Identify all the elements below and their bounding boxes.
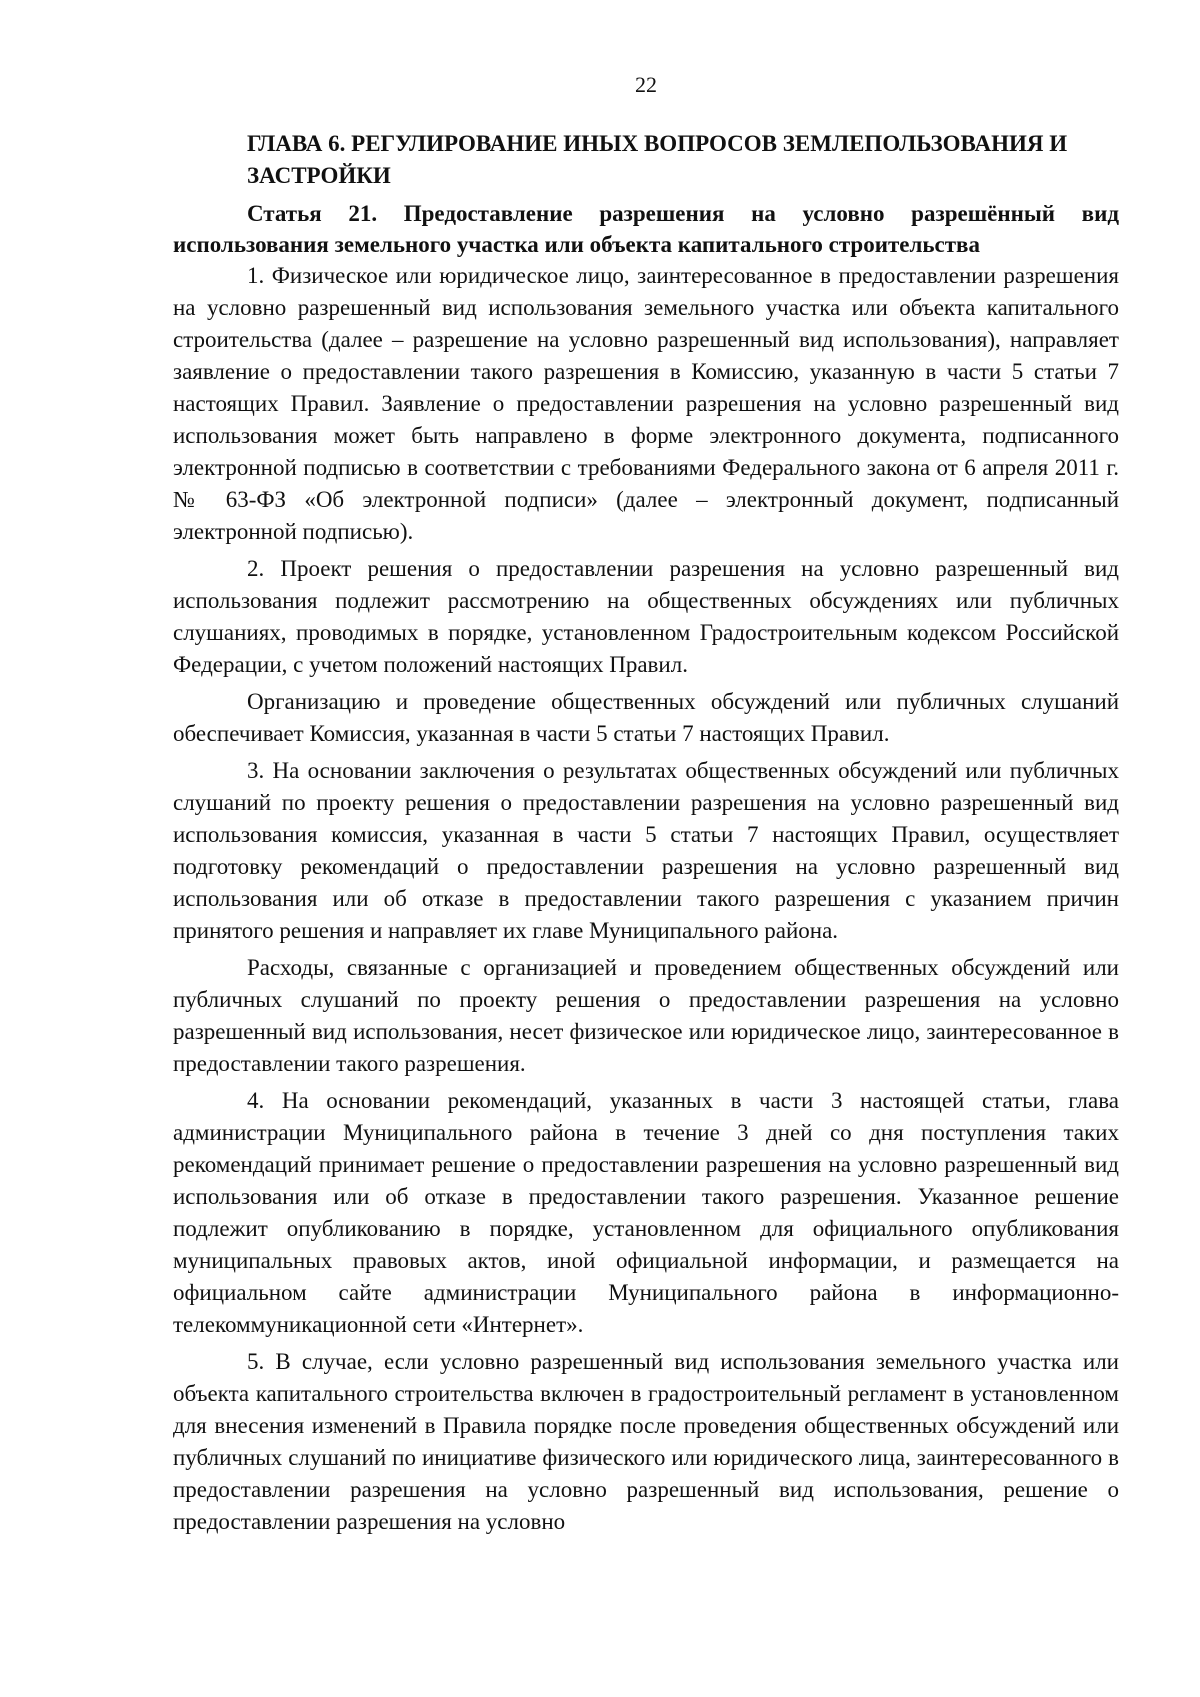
document-body: [173, 128, 1119, 1538]
article-title: Статья 21. Предоставление разрешения на условно разрешённый вид использования земельного участка или объекта капитального строительства: [173, 201, 1119, 257]
paragraph-5: 5. В случае, если условно разрешенный вид использования земельного участка или объекта капитального строительства включен в градостроительный регламент в установленном для внесения изменений в Правила порядке после проведения общественных обсуждений или публичных слушаний по инициативе физического или юридического лица, заинтересованного в предоставлении разрешения на условно разрешенный вид использования, решение о предоставлении разрешения на условно: [173, 1349, 1119, 1534]
paragraph-3-continuation: Расходы, связанные с организацией и проведением общественных обсуждений или публичных слушаний по проекту решения о предоставлении разрешения на условно разрешенный вид использования, несет физическое или юридическое лицо, заинтересованное в предоставлении такого разрешения.: [173, 955, 1119, 1076]
paragraph-3: 3. На основании заключения о результатах общественных обсуждений или публичных слушаний по проекту решения о предоставлении разрешения на условно разрешенный вид использования комиссия, указанная в части 5 статьи 7 настоящих Правил, осуществляет подготовку рекомендаций о предоставлении разрешения на условно разрешенный вид использования или об отказе в предоставлении такого разрешения с указанием причин принятого решения и направляет их главе Муниципального района.: [173, 758, 1119, 943]
paragraph-1: 1. Физическое или юридическое лицо, заинтересованное в предоставлении разрешения на условно разрешенный вид использования земельного участка или объекта капитального строительства (далее – разрешение на условно разрешенный вид использования), направляет заявление о предоставлении такого разрешения в Комиссию, указанную в части 5 статьи 7 настоящих Правил. Заявление о предоставлении разрешения на условно разрешенный вид использования может быть направлено в форме электронного документа, подписанного электронной подписью в соответствии с требованиями Федерального закона от 6 апреля 2011 г. № 63-ФЗ «Об электронной подписи» (далее – электронный документ, подписанный электронной подписью).: [173, 263, 1119, 544]
page-number: 22: [635, 72, 657, 97]
paragraph-2: 2. Проект решения о предоставлении разрешения на условно разрешенный вид использования подлежит рассмотрению на общественных обсуждениях или публичных слушаниях, проводимых в порядке, установленном Градостроительным кодексом Российской Федерации, с учетом положений настоящих Правил.: [173, 556, 1119, 677]
chapter-title: ГЛАВА 6. РЕГУЛИРОВАНИЕ ИНЫХ ВОПРОСОВ ЗЕМЛЕПОЛЬЗОВАНИЯ И ЗАСТРОЙКИ: [247, 131, 1068, 188]
paragraph-2-continuation: Организацию и проведение общественных обсуждений или публичных слушаний обеспечивает Комиссия, указанная в части 5 статьи 7 настоящих Правил.: [173, 689, 1119, 746]
paragraph-4: 4. На основании рекомендаций, указанных в части 3 настоящей статьи, глава администрации Муниципального района в течение 3 дней со дня поступления таких рекомендаций принимает решение о предоставлении разрешения на условно разрешенный вид использования или об отказе в предоставлении такого разрешения. Указанное решение подлежит опубликованию в порядке, установленном для официального опубликования муниципальных правовых актов, иной официальной информации, и размещается на официальном сайте администрации Муниципального района в информационно-телекоммуникационной сети «Интернет».: [173, 1088, 1119, 1337]
